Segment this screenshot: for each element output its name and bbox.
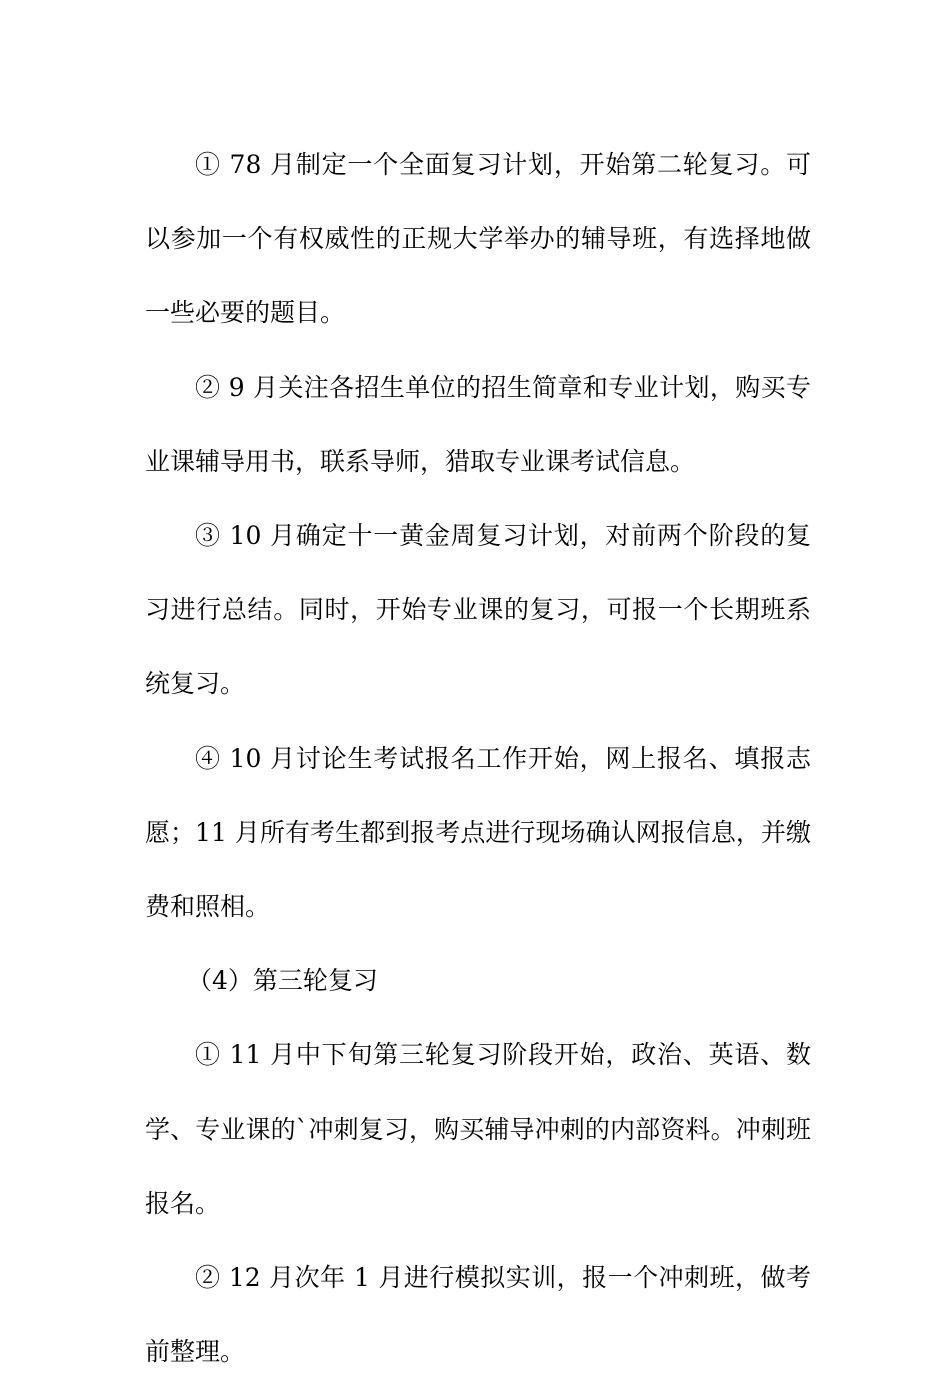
- paragraph-item-6: ② 12 月次年 1 月进行模拟实训，报一个冲刺班，做考前整理。: [145, 1263, 811, 1367]
- paragraph-item-5: ① 11 月中下旬第三轮复习阶段开始，政治、英语、数学、专业课的`冲刺复习，购买辅导冲刺的内部资料。冲刺班报名。: [145, 1040, 811, 1218]
- paragraph-item-3: ③ 10 月确定十一黄金周复习计划，对前两个阶段的复习进行总结。同时，开始专业课的复习，可报一个长期班系统复习。: [145, 521, 811, 699]
- section-heading: （4）第三轮复习: [187, 966, 378, 996]
- paragraph-item-4: ④ 10 月讨论生考试报名工作开始，网上报名、填报志愿；11 月所有考生都到报考点进行现场确认网报信息，并缴费和照相。: [145, 743, 811, 922]
- paragraph-item-1: ① 78 月制定一个全面复习计划，开始第二轮复习。可以参加一个有权威性的正规大学举办的辅导班，有选择地做一些必要的题目。: [145, 150, 811, 328]
- document-body: [145, 128, 811, 1389]
- paragraph-item-2: ② 9 月关注各招生单位的招生简章和专业计划，购买专业课辅导用书，联系导师，猎取专业课考试信息。: [145, 372, 811, 476]
